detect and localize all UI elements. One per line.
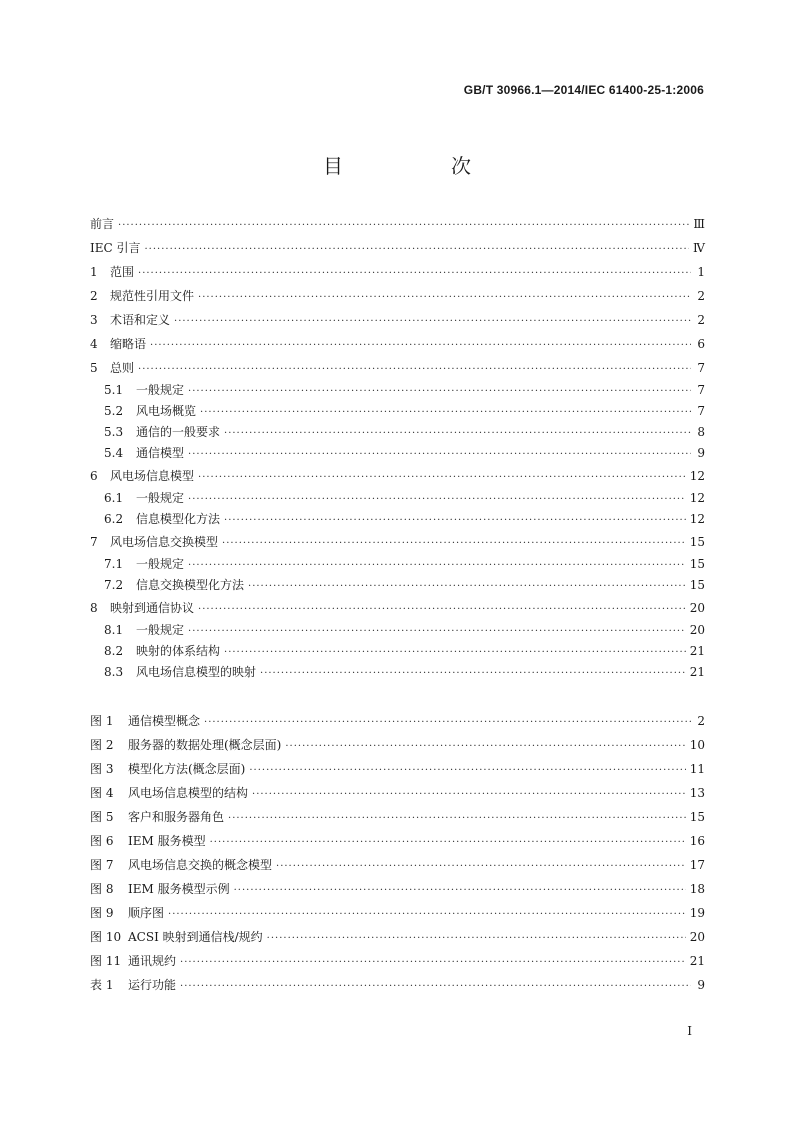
- toc-entry-page: 15: [689, 810, 705, 824]
- toc-entry-label: 规范性引用文件: [110, 289, 195, 303]
- toc-entry[interactable]: [90, 757, 705, 781]
- toc-entry-number: 表 1: [90, 978, 114, 992]
- dot-leader: [198, 286, 691, 310]
- toc-entry-number: 图 8: [90, 882, 114, 896]
- toc-entry-label: 一般规定: [136, 623, 185, 637]
- toc-entry[interactable]: [90, 901, 705, 925]
- dot-leader: [285, 735, 685, 759]
- toc-entry-label: 风电场信息模型的映射: [136, 665, 257, 679]
- toc-entry-page: 8: [697, 425, 705, 439]
- toc-entry-number: 图 5: [90, 810, 114, 824]
- dot-leader: [210, 831, 686, 855]
- dot-leader: [222, 532, 686, 556]
- toc-entry-page: 15: [689, 535, 705, 549]
- toc-entry-label: 信息交换模型化方法: [136, 578, 245, 592]
- toc-entry[interactable]: [90, 356, 705, 380]
- page-title: 目 次: [323, 154, 515, 178]
- toc-entry-page: 18: [689, 882, 705, 896]
- toc-entry-page: 9: [697, 978, 705, 992]
- toc-entry-label: 缩略语: [110, 337, 147, 351]
- dot-leader: [188, 621, 686, 642]
- toc-entry-number: 图 4: [90, 786, 114, 800]
- toc-entry[interactable]: [90, 829, 705, 853]
- toc-entry-page: 21: [689, 644, 705, 658]
- toc-entry-label: 前言: [90, 217, 115, 231]
- toc-entry[interactable]: [90, 488, 705, 509]
- toc-entry[interactable]: [90, 877, 705, 901]
- toc-entry-label: 映射的体系结构: [136, 644, 221, 658]
- toc-entry-label: ACSI 映射到通信栈/规约: [128, 930, 263, 944]
- dot-leader: [138, 262, 691, 286]
- toc-entry-label: 一般规定: [136, 491, 185, 505]
- dot-leader: [276, 855, 686, 879]
- toc-entry-number: 8.2: [104, 644, 124, 658]
- toc-entry-number: 6: [90, 469, 98, 483]
- toc-entry-page: Ⅳ: [693, 241, 705, 255]
- toc-entry-number: 1: [90, 265, 98, 279]
- toc-entry[interactable]: [90, 260, 705, 284]
- toc-entry-page: 10: [689, 738, 705, 752]
- toc-entry-page: 21: [689, 954, 705, 968]
- toc-entry-page: 21: [689, 665, 705, 679]
- toc-entry[interactable]: [90, 662, 705, 683]
- toc-entry[interactable]: [90, 212, 705, 236]
- toc-entry[interactable]: [90, 422, 705, 443]
- toc-entry-page: 15: [689, 578, 705, 592]
- dot-leader: [224, 642, 686, 663]
- toc-entry[interactable]: [90, 733, 705, 757]
- toc-entry-page: 17: [689, 858, 705, 872]
- toc-entry-label: 映射到通信协议: [110, 601, 195, 615]
- dot-leader: [145, 238, 690, 262]
- toc-entry-page: 12: [689, 491, 705, 505]
- toc-entry-page: 19: [689, 906, 705, 920]
- toc-entry-label: 风电场信息交换模型: [110, 535, 219, 549]
- toc-entry[interactable]: [90, 530, 705, 554]
- toc-entry-page: 6: [697, 337, 705, 351]
- dot-leader: [260, 663, 686, 684]
- dot-leader: [249, 759, 685, 783]
- toc-entry-number: 6.2: [104, 512, 124, 526]
- dot-leader: [224, 510, 686, 531]
- toc-entry-page: 20: [689, 623, 705, 637]
- toc-entry-number: 图 2: [90, 738, 114, 752]
- toc-entry-number: 5.4: [104, 446, 124, 460]
- toc-entry-label: 通信模型: [136, 446, 185, 460]
- toc-entry-number: 图 3: [90, 762, 114, 776]
- toc-entry-label: IEM 服务模型示例: [128, 882, 230, 896]
- dot-leader: [252, 783, 686, 807]
- toc-entry-page: 7: [697, 361, 705, 375]
- toc-entry[interactable]: [90, 509, 705, 530]
- toc-entry-label: 通信的一般要求: [136, 425, 221, 439]
- toc-entry-label: 风电场信息交换的概念模型: [128, 858, 273, 872]
- toc-entry-page: 16: [689, 834, 705, 848]
- dot-leader: [248, 576, 686, 597]
- toc-entry-page: 7: [697, 383, 705, 397]
- toc-entry-label: 服务器的数据处理(概念层面): [128, 738, 282, 752]
- toc-entry-page: 2: [697, 714, 705, 728]
- toc-entry-number: 8.1: [104, 623, 124, 637]
- dot-leader: [224, 423, 691, 444]
- dot-leader: [198, 466, 686, 490]
- toc-entry-page: 12: [689, 512, 705, 526]
- dot-leader: [180, 975, 691, 999]
- toc-entry[interactable]: [90, 332, 705, 356]
- toc-entry-page: 11: [689, 762, 705, 776]
- toc-entry-label: 模型化方法(概念层面): [128, 762, 246, 776]
- toc-entry-page: 2: [697, 313, 705, 327]
- toc-entry-number: 7: [90, 535, 98, 549]
- toc-entry-label: 风电场信息模型: [110, 469, 195, 483]
- dot-leader: [138, 358, 691, 382]
- toc-entry[interactable]: [90, 284, 705, 308]
- toc-entry-number: 7.1: [104, 557, 124, 571]
- toc-entry-number: 7.2: [104, 578, 124, 592]
- toc-entry-number: 8: [90, 601, 98, 615]
- dot-leader: [204, 711, 691, 735]
- dot-leader: [180, 951, 686, 975]
- toc-entry-page: 13: [689, 786, 705, 800]
- toc-entry-number: 图 7: [90, 858, 114, 872]
- dot-leader: [234, 879, 686, 903]
- toc-entry-number: 5: [90, 361, 98, 375]
- dot-leader: [228, 807, 686, 831]
- toc-entry-label: 通讯规约: [128, 954, 177, 968]
- toc-entry[interactable]: [90, 443, 705, 464]
- toc-entry-label: 一般规定: [136, 557, 185, 571]
- toc-entry-label: 总则: [110, 361, 135, 375]
- table-of-contents: [90, 212, 705, 997]
- toc-entry[interactable]: [90, 554, 705, 575]
- toc-entry-page: 15: [689, 557, 705, 571]
- toc-entry[interactable]: [90, 925, 705, 949]
- toc-entry-number: 5.3: [104, 425, 124, 439]
- toc-entry[interactable]: [90, 575, 705, 596]
- toc-entry-label: 范围: [110, 265, 135, 279]
- dot-leader: [188, 444, 691, 465]
- toc-entry-number: 图 6: [90, 834, 114, 848]
- toc-entry[interactable]: [90, 620, 705, 641]
- toc-entry[interactable]: [90, 781, 705, 805]
- dot-leader: [188, 489, 686, 510]
- toc-entry-number: 3: [90, 313, 98, 327]
- toc-entry-label: IEC 引言: [90, 241, 141, 255]
- toc-entry-number: 图 1: [90, 714, 114, 728]
- toc-entry[interactable]: [90, 709, 705, 733]
- toc-entry-label: 运行功能: [128, 978, 177, 992]
- toc-entry-page: 2: [697, 289, 705, 303]
- dot-leader: [200, 402, 691, 423]
- toc-entry-page: 7: [697, 404, 705, 418]
- toc-entry-number: 图 9: [90, 906, 114, 920]
- toc-entry[interactable]: [90, 596, 705, 620]
- toc-entry-label: 信息模型化方法: [136, 512, 221, 526]
- dot-leader: [198, 598, 686, 622]
- toc-entry-page: Ⅲ: [693, 217, 705, 231]
- toc-entry-label: 顺序图: [128, 906, 165, 920]
- toc-entry-label: 术语和定义: [110, 313, 171, 327]
- toc-entry[interactable]: [90, 380, 705, 401]
- toc-entry-number: 5.1: [104, 383, 124, 397]
- toc-entry-number: 5.2: [104, 404, 124, 418]
- toc-entry[interactable]: [90, 464, 705, 488]
- toc-entry-label: 一般规定: [136, 383, 185, 397]
- toc-entry-page: 20: [689, 930, 705, 944]
- toc-entry-number: 2: [90, 289, 98, 303]
- dot-leader: [168, 903, 686, 927]
- toc-entry-number: 图 11: [90, 954, 122, 968]
- dot-leader: [267, 927, 686, 951]
- toc-entry-label: 风电场概览: [136, 404, 197, 418]
- toc-entry-page: 12: [689, 469, 705, 483]
- toc-entry-page: 9: [697, 446, 705, 460]
- toc-entry-label: 客户和服务器角色: [128, 810, 225, 824]
- standard-number: GB/T 30966.1—2014/IEC 61400-25-1:2006: [463, 83, 704, 97]
- dot-leader: [174, 310, 691, 334]
- toc-entry[interactable]: [90, 236, 705, 260]
- dot-leader: [188, 555, 686, 576]
- dot-leader: [150, 334, 691, 358]
- toc-entry[interactable]: [90, 641, 705, 662]
- dot-leader: [118, 214, 689, 238]
- toc-entry[interactable]: [90, 308, 705, 332]
- toc-entry-number: 6.1: [104, 491, 124, 505]
- toc-entry[interactable]: [90, 805, 705, 829]
- toc-entry-label: IEM 服务模型: [128, 834, 206, 848]
- toc-entry-page: 20: [689, 601, 705, 615]
- page-number: Ⅰ: [687, 1024, 692, 1038]
- toc-entry[interactable]: [90, 853, 705, 877]
- toc-entry[interactable]: [90, 401, 705, 422]
- toc-entry-label: 风电场信息模型的结构: [128, 786, 249, 800]
- dot-leader: [188, 381, 691, 402]
- toc-entry-label: 通信模型概念: [128, 714, 201, 728]
- toc-entry-number: 图 10: [90, 930, 122, 944]
- toc-entry-number: 4: [90, 337, 98, 351]
- toc-entry-number: 8.3: [104, 665, 124, 679]
- toc-entry-page: 1: [697, 265, 705, 279]
- toc-entry[interactable]: [90, 949, 705, 973]
- toc-entry[interactable]: [90, 973, 705, 997]
